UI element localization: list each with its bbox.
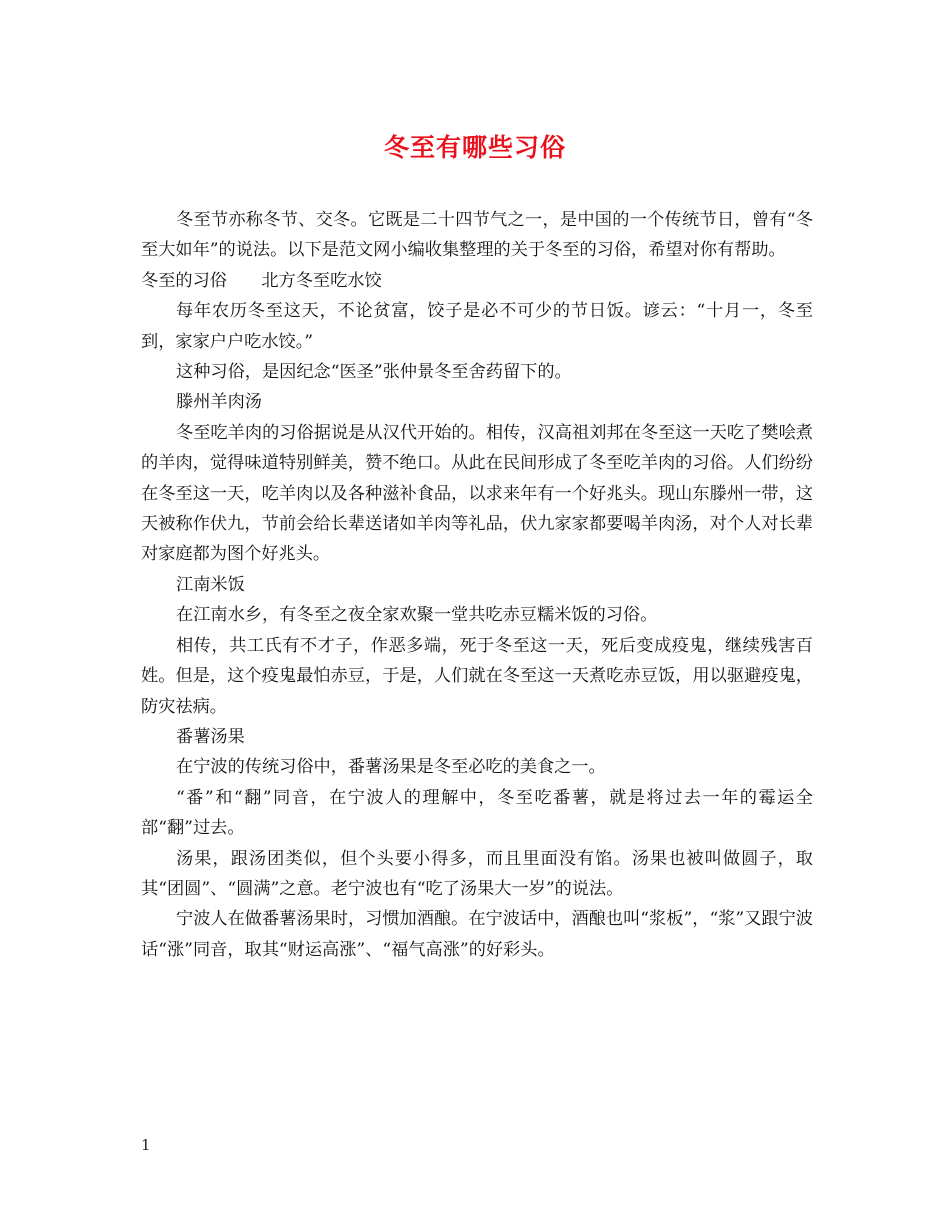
paragraph: “番”和“翻”同音，在宁波人的理解中，冬至吃番薯，就是将过去一年的霉运全部“翻”过去。 xyxy=(141,787,813,839)
paragraph: 在宁波的传统习俗中，番薯汤果是冬至必吃的美食之一。 xyxy=(176,757,606,778)
paragraph: 相传，共工氏有不才子，作恶多端，死于冬至这一天，死后变成疫鬼，继续残害百姓。但是，这个疫鬼最怕赤豆，于是，人们就在冬至这一天煮吃赤豆饭，用以驱避疫鬼，防灾祛病。 xyxy=(141,635,813,717)
document-body xyxy=(141,205,813,965)
paragraph-intro: 冬至节亦称冬节、交冬。它既是二十四节气之一，是中国的一个传统节日，曾有“冬至大如年”的说法。以下是范文网小编收集整理的关于冬至的习俗，希望对你有帮助。 xyxy=(141,210,813,261)
section-heading-jiangnan: 江南米饭 xyxy=(176,574,245,595)
page-number: 1 xyxy=(141,1136,151,1154)
paragraph: 这种习俗，是因纪念“医圣”张仲景冬至舍药留下的。 xyxy=(176,362,572,383)
paragraph: 冬至吃羊肉的习俗据说是从汉代开始的。相传，汉高祖刘邦在冬至这一天吃了樊哙煮的羊肉，觉得味道特别鲜美，赞不绝口。从此在民间形成了冬至吃羊肉的习俗。人们纷纷在冬至这一天，吃羊肉以及各种滋补食品，以求来年有一个好兆头。现山东滕州一带，这天被称作伏九，节前会给长辈送诸如羊肉等礼品，伏九家家都要喝羊肉汤，对个人对长辈对家庭都为图个好兆头。 xyxy=(141,422,813,565)
document-title: 冬至有哪些习俗 xyxy=(383,133,566,162)
section-heading-tengzhou: 滕州羊肉汤 xyxy=(176,392,262,413)
paragraph: 汤果，跟汤团类似，但个头要小得多，而且里面没有馅。汤果也被叫做圆子，取其“团圆”、“圆满”之意。老宁波也有“吃了汤果大一岁”的说法。 xyxy=(141,848,813,899)
section-heading-fanshu: 番薯汤果 xyxy=(176,726,245,747)
paragraph: 宁波人在做番薯汤果时，习惯加酒酿。在宁波话中，酒酿也叫“浆板”，“浆”又跟宁波话“涨”同音，取其“财运高涨”、“福气高涨”的好彩头。 xyxy=(141,909,813,960)
paragraph: 在江南水乡，有冬至之夜全家欢聚一堂共吃赤豆糯米饭的习俗。 xyxy=(176,605,658,626)
paragraph: 每年农历冬至这天，不论贫富，饺子是必不可少的节日饭。谚云：“十月一，冬至到，家家户户吃水饺。” xyxy=(141,301,813,352)
section-heading-north: 冬至的习俗 北方冬至吃水饺 xyxy=(141,270,382,291)
